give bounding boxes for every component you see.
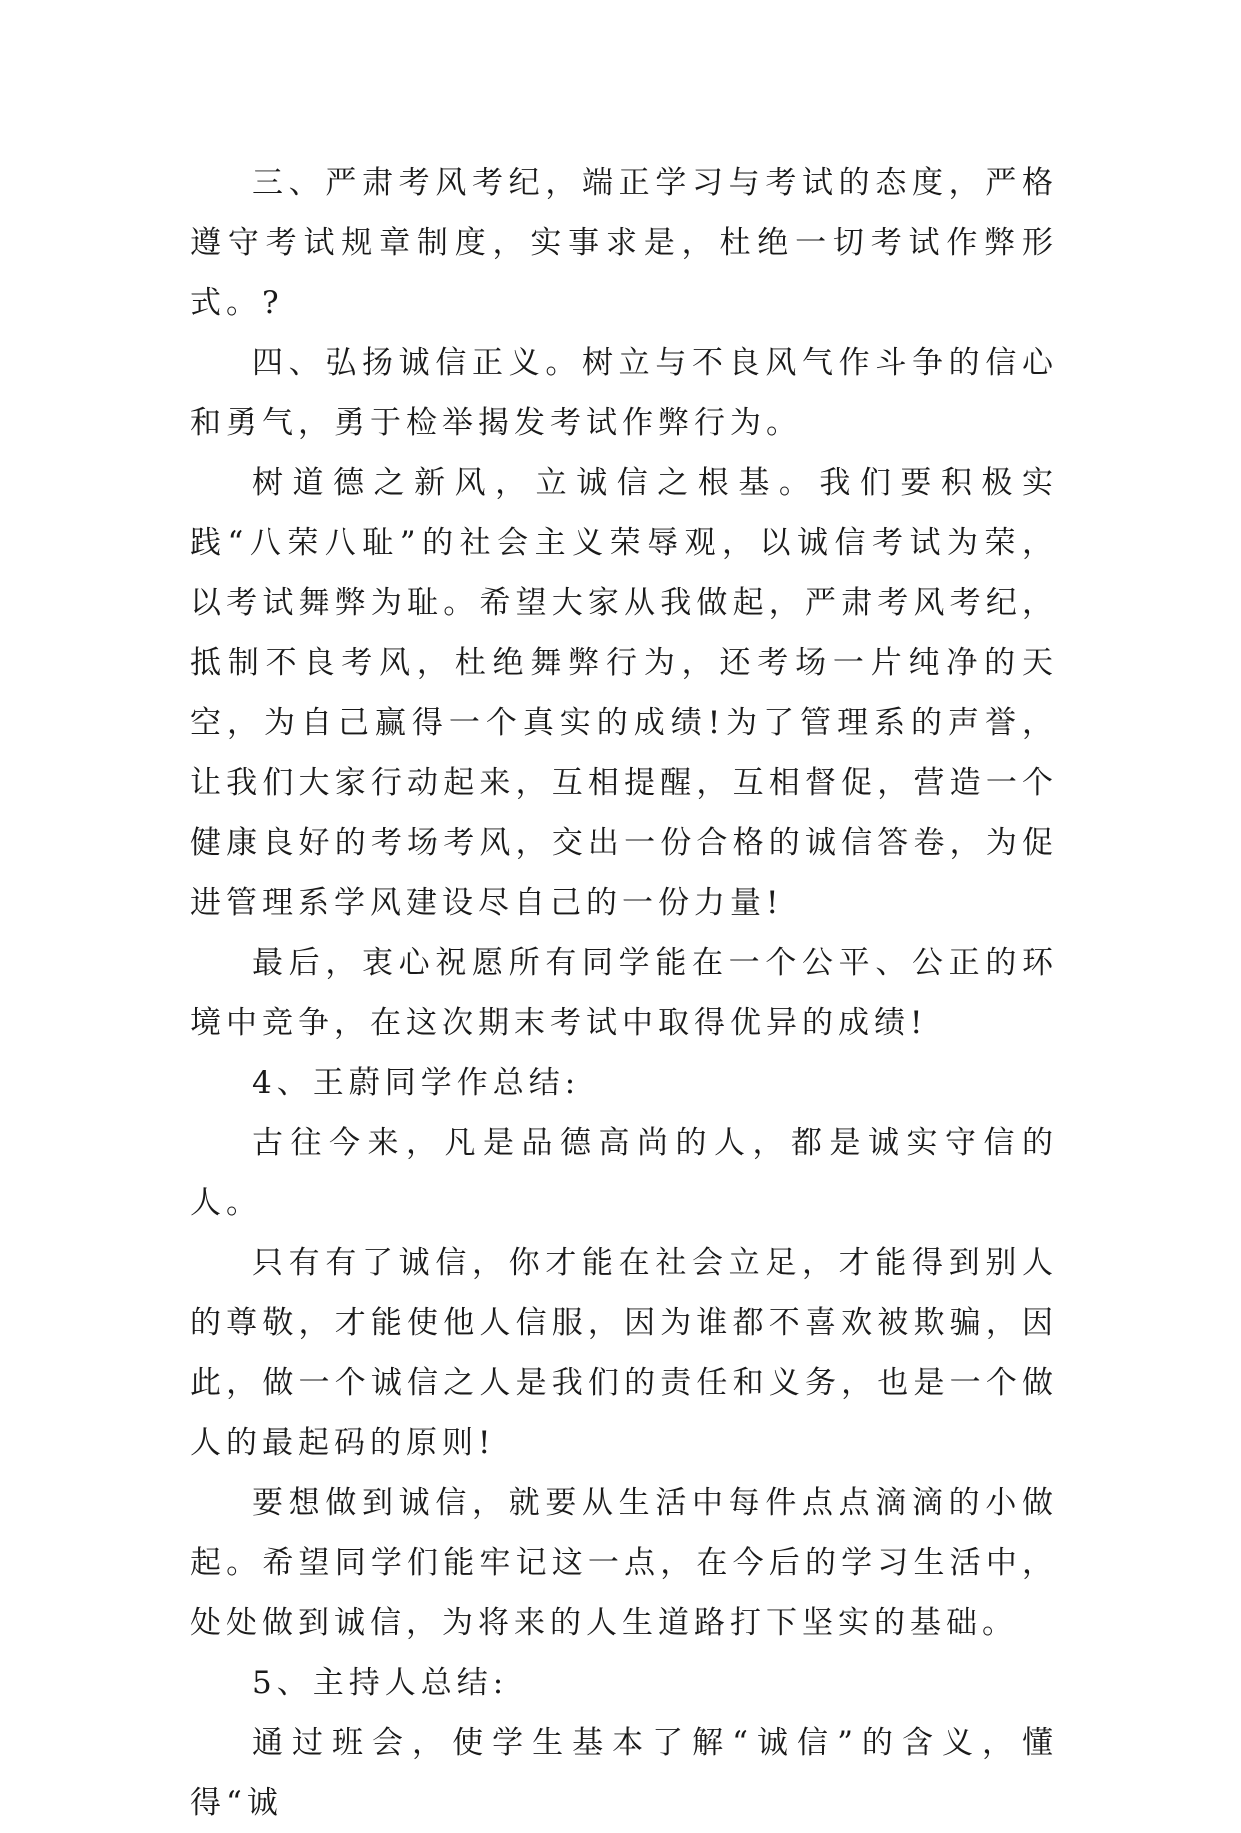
paragraph: 三、严肃考风考纪，端正学习与考试的态度，严格遵守考试规章制度，实事求是，杜绝一切考试作弊形式。? bbox=[190, 165, 1058, 321]
paragraph: 最后，衷心祝愿所有同学能在一个公平、公正的环境中竞争，在这次期末考试中取得优异的成绩! bbox=[190, 945, 1058, 1041]
paragraph: 四、弘扬诚信正义。树立与不良风气作斗争的信心和勇气，勇于检举揭发考试作弊行为。 bbox=[190, 345, 1058, 441]
paragraph: 要想做到诚信，就要从生活中每件点点滴滴的小做起。希望同学们能牢记这一点，在今后的学习生活中，处处做到诚信，为将来的人生道路打下坚实的基础。 bbox=[190, 1485, 1058, 1641]
paragraph: 5、主持人总结: bbox=[252, 1665, 509, 1701]
paragraph: 4、王蔚同学作总结: bbox=[252, 1065, 581, 1101]
paragraph: 古往今来，凡是品德高尚的人，都是诚实守信的人。 bbox=[190, 1125, 1058, 1221]
paragraph: 树道德之新风，立诚信之根基。我们要积极实践“八荣八耻”的社会主义荣辱观，以诚信考试为荣，以考试舞弊为耻。希望大家从我做起，严肃考风考纪，抵制不良考风，杜绝舞弊行为，还考场一片纯净的天空，为自己赢得一个真实的成绩!为了管理系的声誉，让我们大家行动起来，互相提醒，互相督促，营造一个健康良好的考场考风，交出一份合格的诚信答卷，为促进管理系学风建设尽自己的一份力量! bbox=[190, 465, 1058, 921]
document-body bbox=[190, 153, 1058, 1833]
paragraph: 通过班会，使学生基本了解“诚信”的含义，懂得“诚 bbox=[190, 1725, 1058, 1821]
paragraph: 只有有了诚信，你才能在社会立足，才能得到别人的尊敬，才能使他人信服，因为谁都不喜欢被欺骗，因此，做一个诚信之人是我们的责任和义务，也是一个做人的最起码的原则! bbox=[190, 1245, 1058, 1461]
